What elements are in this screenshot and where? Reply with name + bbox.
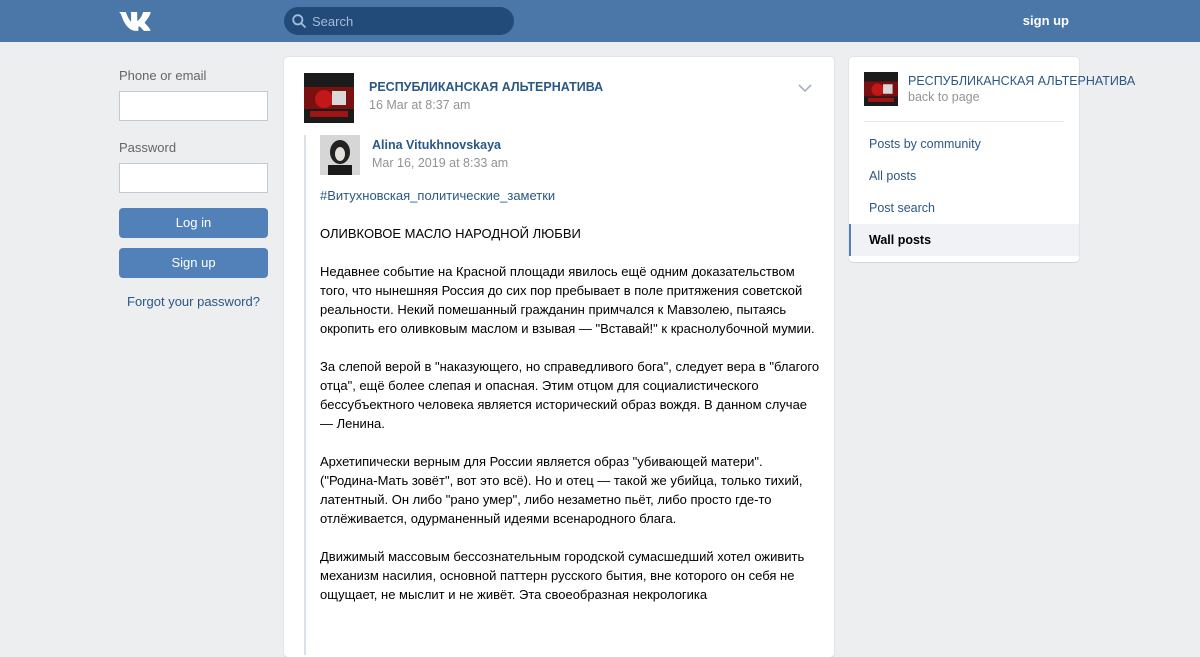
nav-item-all-posts[interactable]: All posts	[869, 169, 917, 183]
nav-item-post-search[interactable]: Post search	[869, 201, 936, 215]
author-avatar[interactable]	[320, 135, 360, 175]
login-panel	[119, 60, 268, 309]
login-button[interactable]: Log in	[119, 208, 268, 238]
paragraph: За слепой верой в "наказующего, но справедливого бога", следует вера в "благого отца", ещё более слепая и опасная. Этим отцом для социалистического бессубъектного человека является исторический образ вождя. В данном случае — Ленина.	[320, 359, 820, 431]
phone-field[interactable]	[119, 91, 268, 121]
search-icon	[292, 14, 306, 28]
wall-post	[284, 57, 834, 657]
post-text	[320, 186, 820, 623]
password-field[interactable]	[119, 163, 268, 193]
community-name[interactable]: РЕСПУБЛИКАНСКАЯ АЛЬТЕРНАТИВА	[369, 80, 604, 94]
right-nav	[849, 57, 1136, 262]
divider	[864, 121, 1064, 122]
back-to-page-link[interactable]: back to page	[908, 90, 980, 104]
paragraph: Недавнее событие на Красной площади явилось ещё одним доказательством того, что нынешняя Россия до сих пор пребывает в поле притяжения советской реальности. Некий помешанный гражданин примчался к Мавзолею, пытаясь окропить его оливковым маслом и взывая — "Вставай!" к краснолубочной мумии.	[320, 264, 815, 336]
phone-label: Phone or email	[119, 68, 207, 83]
nav-item-posts-by-community[interactable]: Posts by community	[869, 137, 981, 151]
paragraph: Архетипически верным для России является образ "убивающей матери". ("Родина-Мать зовёт", вот это всё). Но и отец — такой же убийца, только тихий, латентный. Он либо "рано умер", либо незаметно пьёт, либо просто где-то отлёживается, одурманенный идеями всенародного блага.	[320, 454, 803, 526]
repost	[304, 135, 824, 655]
community-title-link[interactable]: РЕСПУБЛИКАНСКАЯ АЛЬТЕРНАТИВА	[908, 74, 1136, 88]
search-input[interactable]	[312, 7, 508, 35]
author-name[interactable]: Alina Vitukhnovskaya	[372, 138, 501, 152]
top-bar	[0, 0, 1200, 42]
chevron-down-icon[interactable]	[798, 83, 812, 93]
post-date[interactable]: 16 Mar at 8:37 am	[369, 98, 471, 112]
post-title: ОЛИВКОВОЕ МАСЛО НАРОДНОЙ ЛЮБВИ	[320, 226, 581, 241]
hashtag-link[interactable]: #Витухновская_политические_заметки	[320, 188, 556, 203]
community-avatar-small[interactable]	[864, 72, 898, 106]
forgot-password-link[interactable]: Forgot your password?	[127, 294, 260, 309]
vk-logo-icon[interactable]	[119, 10, 153, 32]
signup-link[interactable]: sign up	[1022, 13, 1069, 28]
repost-date[interactable]: Mar 16, 2019 at 8:33 am	[372, 156, 509, 170]
signup-button[interactable]: Sign up	[119, 248, 268, 278]
paragraph: Движимый массовым бессознательным городской сумасшедший хотел оживить механизм насилия, основной паттерн русского бытия, вне которого он себя не ощущает, не мыслит и не живёт. Эта своеобразная некрологика	[320, 549, 805, 602]
password-label: Password	[119, 140, 177, 155]
search-box[interactable]	[284, 7, 514, 35]
community-avatar[interactable]	[304, 73, 354, 123]
nav-item-wall-posts[interactable]: Wall posts	[849, 224, 1079, 256]
